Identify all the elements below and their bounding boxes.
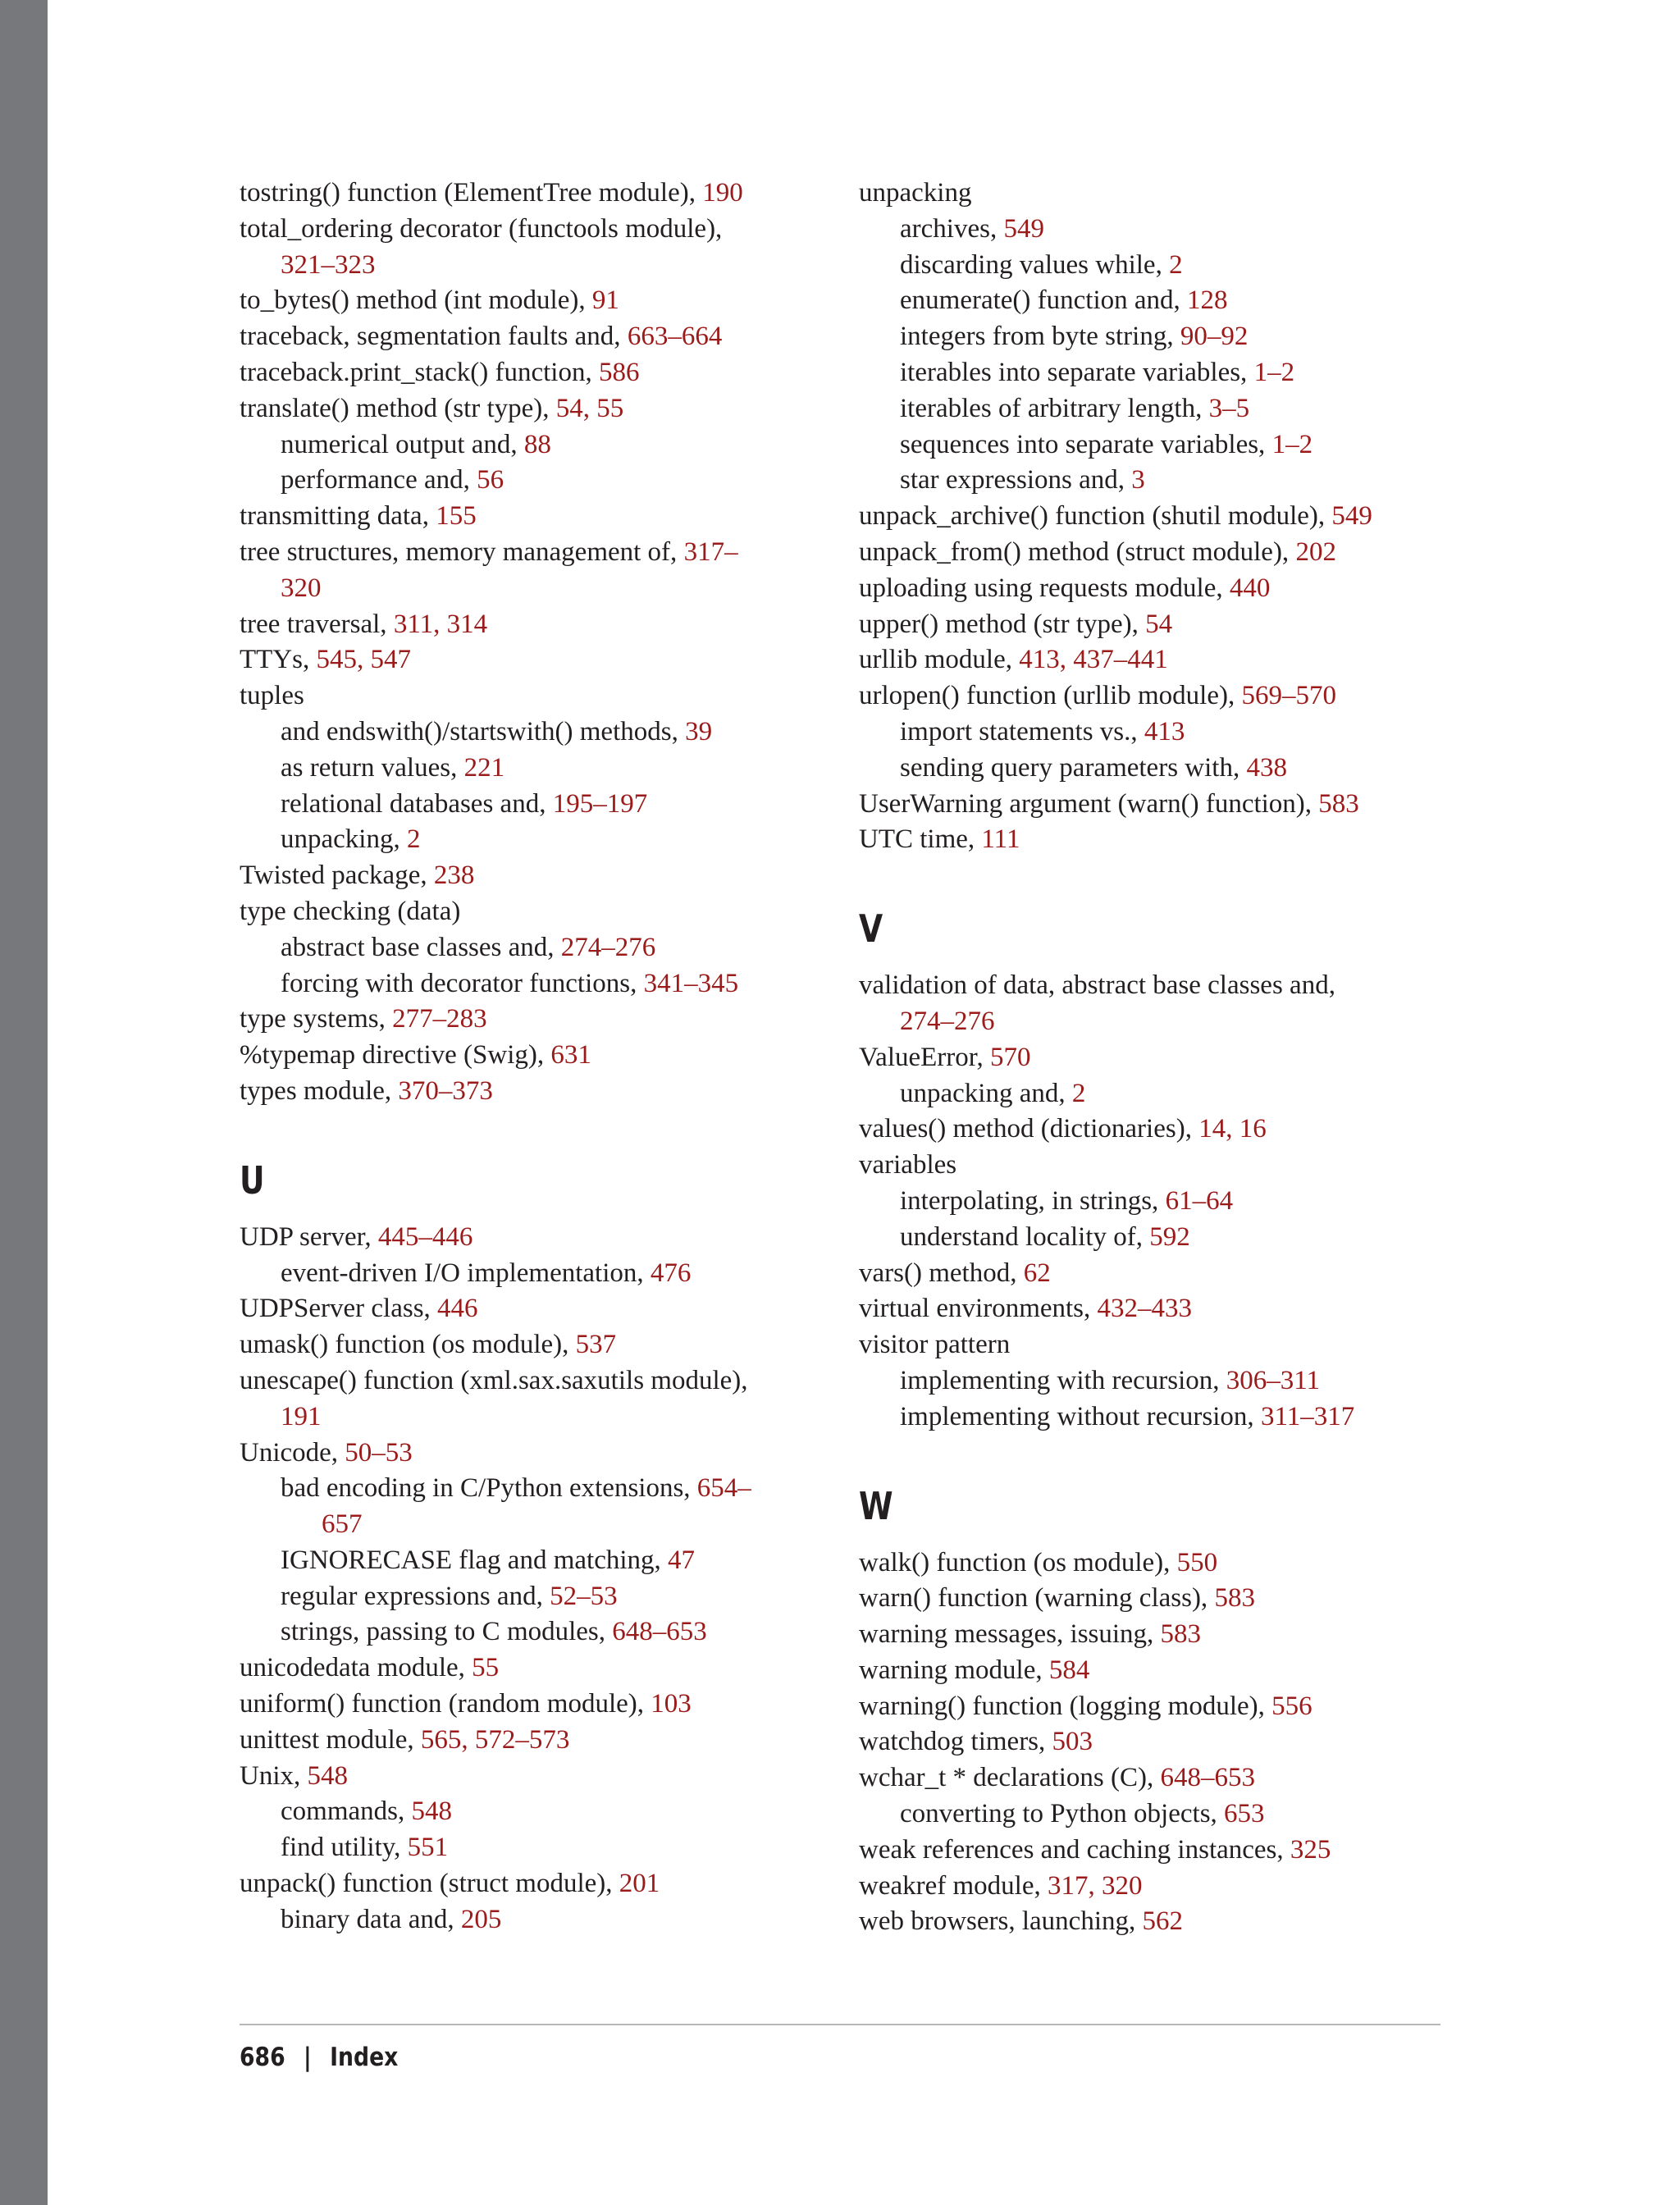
page-reference-link[interactable]: 583 bbox=[1160, 1619, 1202, 1650]
index-term: discarding values while, bbox=[900, 249, 1170, 280]
index-term: unpack_from() method (struct module), bbox=[859, 536, 1296, 567]
index-entry bbox=[859, 499, 1449, 535]
page-reference-link[interactable]: 583 bbox=[1214, 1583, 1255, 1614]
index-entry bbox=[240, 535, 830, 571]
page-reference-link[interactable]: 2 bbox=[406, 824, 421, 855]
page-reference-link[interactable]: 54 bbox=[1145, 609, 1173, 639]
index-term: traceback.print_stack() function, bbox=[240, 357, 599, 387]
index-subentry bbox=[240, 1830, 830, 1866]
section-title: Index bbox=[330, 2043, 399, 2072]
index-term: tostring() function (ElementTree module), bbox=[240, 178, 703, 208]
index-letter-heading: U bbox=[240, 1157, 265, 1203]
index-term: import statements vs., bbox=[900, 716, 1144, 746]
index-term: event-driven I/O implementation, bbox=[281, 1258, 651, 1288]
index-term: types module, bbox=[240, 1075, 399, 1106]
index-term: traceback, segmentation faults and, bbox=[240, 322, 628, 352]
index-subentry bbox=[859, 212, 1449, 248]
page-reference-link[interactable]: 317– bbox=[683, 536, 738, 567]
index-term: vars() method, bbox=[859, 1258, 1024, 1288]
index-term: iterables into separate variables, bbox=[900, 357, 1254, 387]
index-term: archives, bbox=[900, 213, 1004, 244]
index-term: iterables of arbitrary length, bbox=[900, 393, 1209, 423]
page-reference-link[interactable]: 654– bbox=[696, 1473, 751, 1504]
page-reference-link[interactable]: 657 bbox=[322, 1509, 363, 1540]
index-term: sending query parameters with, bbox=[900, 752, 1247, 783]
page-reference-link[interactable]: 2 bbox=[1071, 1078, 1086, 1108]
index-entry bbox=[859, 571, 1449, 607]
page-reference-link[interactable]: 47 bbox=[668, 1545, 696, 1575]
index-subentry bbox=[240, 1902, 830, 1938]
page-reference-link[interactable]: 592 bbox=[1149, 1221, 1190, 1252]
index-term: type systems, bbox=[240, 1004, 393, 1034]
index-entry bbox=[859, 176, 1449, 212]
page-reference-link[interactable]: 111 bbox=[981, 824, 1020, 855]
index-term: tree structures, memory management of, bbox=[240, 536, 684, 567]
page-reference-link[interactable]: 565, 572–573 bbox=[420, 1724, 570, 1755]
index-subentry bbox=[859, 283, 1449, 319]
index-entry bbox=[859, 1112, 1449, 1148]
page-reference-link[interactable]: 190 bbox=[702, 178, 743, 208]
index-subentry bbox=[859, 463, 1449, 499]
index-term: upper() method (str type), bbox=[859, 609, 1146, 639]
index-entry bbox=[240, 1687, 830, 1723]
index-term: converting to Python objects, bbox=[900, 1799, 1225, 1829]
index-subentry bbox=[859, 319, 1449, 355]
index-subentry bbox=[859, 1363, 1449, 1399]
page-reference-link[interactable]: 1–2 bbox=[1253, 357, 1295, 387]
index-term: unescape() function (xml.sax.saxutils module), bbox=[240, 1365, 748, 1395]
index-entry bbox=[859, 1148, 1449, 1184]
page-reference-link[interactable]: 91 bbox=[591, 285, 619, 316]
index-subentry bbox=[859, 427, 1449, 463]
index-entry bbox=[240, 1723, 830, 1759]
index-term: tree traversal, bbox=[240, 609, 394, 639]
index-term: interpolating, in strings, bbox=[900, 1185, 1166, 1216]
index-term: Unicode, bbox=[240, 1437, 345, 1468]
page-reference-link[interactable]: 1–2 bbox=[1271, 429, 1313, 459]
index-entry bbox=[859, 607, 1449, 643]
page-reference-link[interactable]: 221 bbox=[463, 752, 505, 783]
page-reference-link[interactable]: 39 bbox=[685, 716, 713, 746]
index-term: bad encoding in C/Python extensions, bbox=[281, 1473, 697, 1504]
index-entry bbox=[859, 1040, 1449, 1076]
index-term: warn() function (warning class), bbox=[859, 1583, 1215, 1614]
index-term: numerical output and, bbox=[281, 429, 524, 459]
page-reference-link[interactable]: 438 bbox=[1246, 752, 1287, 783]
index-term: %typemap directive (Swig), bbox=[240, 1040, 551, 1071]
index-entry bbox=[859, 1291, 1449, 1327]
index-term: regular expressions and, bbox=[281, 1581, 550, 1611]
index-subentry bbox=[859, 751, 1449, 787]
index-term: UDP server, bbox=[240, 1221, 378, 1252]
index-entry bbox=[859, 678, 1449, 714]
index-term: unittest module, bbox=[240, 1724, 421, 1755]
index-term: values() method (dictionaries), bbox=[859, 1114, 1199, 1144]
index-term: wchar_t * declarations (C), bbox=[859, 1763, 1161, 1793]
index-subentry bbox=[240, 1579, 830, 1615]
page-reference-link[interactable]: 432–433 bbox=[1097, 1294, 1193, 1324]
index-entry bbox=[240, 1363, 830, 1399]
index-entry bbox=[240, 1291, 830, 1327]
index-entry bbox=[240, 283, 830, 319]
page-reference-link[interactable]: 445–446 bbox=[377, 1221, 473, 1252]
page-reference-link[interactable]: 583 bbox=[1318, 788, 1359, 819]
index-subentry bbox=[240, 1794, 830, 1830]
index-letter-heading: W bbox=[859, 1483, 893, 1528]
index-term: unpack() function (struct module), bbox=[240, 1869, 619, 1899]
page-reference-link[interactable]: 14, 16 bbox=[1198, 1114, 1267, 1144]
index-term: relational databases and, bbox=[281, 788, 553, 819]
footer-separator: | bbox=[304, 2043, 312, 2072]
index-term: IGNORECASE flag and matching, bbox=[281, 1545, 669, 1575]
index-term: strings, passing to C modules, bbox=[281, 1617, 613, 1647]
index-entry bbox=[240, 1436, 830, 1472]
index-entry bbox=[240, 1074, 830, 1110]
index-subentry bbox=[240, 714, 830, 751]
index-subentry bbox=[240, 966, 830, 1002]
footer-rule bbox=[240, 2024, 1440, 2025]
index-term: abstract base classes and, bbox=[281, 932, 561, 962]
page-reference-link[interactable]: 321–323 bbox=[281, 249, 376, 280]
index-term: implementing with recursion, bbox=[900, 1365, 1226, 1395]
index-subentry bbox=[240, 751, 830, 787]
index-term: warning() function (logging module), bbox=[859, 1691, 1272, 1721]
index-entry bbox=[859, 1617, 1449, 1653]
index-term: UDPServer class, bbox=[240, 1294, 438, 1324]
index-term: implementing without recursion, bbox=[900, 1401, 1261, 1431]
index-term: performance and, bbox=[281, 465, 477, 495]
index-entry bbox=[240, 176, 830, 212]
index-subentry bbox=[240, 1256, 830, 1292]
index-entry bbox=[859, 1833, 1449, 1869]
index-entry bbox=[240, 1327, 830, 1363]
page-reference-link[interactable]: 128 bbox=[1187, 285, 1228, 316]
index-entry bbox=[240, 894, 830, 930]
index-entry bbox=[240, 499, 830, 535]
page-reference-link[interactable]: 341–345 bbox=[643, 968, 739, 998]
page-reference-link[interactable]: 648–653 bbox=[612, 1617, 707, 1647]
index-term: as return values, bbox=[281, 752, 464, 783]
index-term: UTC time, bbox=[859, 824, 982, 855]
page-reference-link[interactable]: 320 bbox=[281, 573, 322, 603]
page-reference-link[interactable]: 277–283 bbox=[392, 1004, 487, 1034]
page-reference-link[interactable]: 202 bbox=[1295, 536, 1336, 567]
page-reference-link[interactable]: 503 bbox=[1052, 1727, 1093, 1757]
index-term: star expressions and, bbox=[900, 465, 1132, 495]
page-reference-link[interactable]: 653 bbox=[1224, 1799, 1265, 1829]
page-reference-link[interactable]: 55 bbox=[472, 1653, 500, 1683]
index-subentry bbox=[240, 1507, 830, 1543]
index-term: to_bytes() method (int module), bbox=[240, 285, 592, 316]
page-edge-bar bbox=[0, 0, 48, 2205]
index-entry bbox=[859, 1760, 1449, 1796]
index-subentry bbox=[240, 822, 830, 858]
index-entry bbox=[859, 1869, 1449, 1905]
page-reference-link[interactable]: 570 bbox=[989, 1042, 1031, 1072]
index-term: warning messages, issuing, bbox=[859, 1619, 1161, 1650]
index-subentry bbox=[240, 930, 830, 966]
page-reference-link[interactable]: 440 bbox=[1229, 573, 1271, 603]
page-reference-link[interactable]: 311–317 bbox=[1260, 1401, 1355, 1431]
page-reference-link[interactable]: 274–276 bbox=[900, 1006, 995, 1036]
index-term: sequences into separate variables, bbox=[900, 429, 1272, 459]
index-term: tuples bbox=[240, 681, 304, 711]
page-reference-link[interactable]: 548 bbox=[411, 1796, 452, 1827]
page-reference-link[interactable]: 56 bbox=[477, 465, 504, 495]
index-entry bbox=[240, 1220, 830, 1256]
page-reference-link[interactable]: 325 bbox=[1290, 1834, 1331, 1865]
index-term: UserWarning argument (warn() function), bbox=[859, 788, 1319, 819]
page-reference-link[interactable]: 50–53 bbox=[345, 1437, 413, 1468]
index-term: type checking (data) bbox=[240, 896, 461, 926]
index-entry bbox=[859, 1581, 1449, 1617]
index-subentry bbox=[859, 1796, 1449, 1833]
index-term: enumerate() function and, bbox=[900, 285, 1188, 316]
page-reference-link[interactable]: 90–92 bbox=[1180, 322, 1249, 352]
index-term: walk() function (os module), bbox=[859, 1547, 1177, 1577]
index-term: weakref module, bbox=[859, 1870, 1048, 1901]
page-reference-link[interactable]: 61–64 bbox=[1165, 1185, 1234, 1216]
page-reference-link[interactable]: 370–373 bbox=[398, 1075, 493, 1106]
index-subentry bbox=[240, 463, 830, 499]
index-term: Unix, bbox=[240, 1760, 308, 1791]
index-entry bbox=[240, 355, 830, 391]
index-entry bbox=[240, 642, 830, 678]
index-entry bbox=[240, 1038, 830, 1074]
index-column-left bbox=[240, 176, 830, 1938]
page-reference-link[interactable]: 191 bbox=[281, 1401, 322, 1431]
index-subentry bbox=[859, 1076, 1449, 1112]
index-term: unpacking bbox=[859, 178, 972, 208]
index-entry bbox=[859, 642, 1449, 678]
index-term: umask() function (os module), bbox=[240, 1330, 576, 1360]
index-subentry bbox=[240, 248, 830, 284]
index-entry bbox=[240, 391, 830, 427]
index-entry bbox=[859, 822, 1449, 858]
index-subentry bbox=[240, 1543, 830, 1579]
index-term: uploading using requests module, bbox=[859, 573, 1230, 603]
index-subentry bbox=[240, 1399, 830, 1436]
page-reference-link[interactable]: 155 bbox=[436, 501, 477, 532]
page-reference-link[interactable]: 551 bbox=[407, 1833, 449, 1863]
index-term: find utility, bbox=[281, 1833, 408, 1863]
page-reference-link[interactable]: 446 bbox=[437, 1294, 478, 1324]
index-subentry bbox=[859, 1399, 1449, 1436]
page-reference-link[interactable]: 201 bbox=[619, 1869, 660, 1899]
index-entry bbox=[240, 1002, 830, 1038]
page-reference-link[interactable]: 631 bbox=[550, 1040, 591, 1071]
index-entry bbox=[240, 319, 830, 355]
index-term: variables bbox=[859, 1150, 957, 1180]
index-term: urllib module, bbox=[859, 645, 1020, 675]
index-subentry bbox=[859, 1004, 1449, 1040]
page-number: 686 bbox=[240, 2043, 285, 2072]
page-reference-link[interactable]: 274–276 bbox=[560, 932, 656, 962]
index-subentry bbox=[240, 427, 830, 463]
page-reference-link[interactable]: 413 bbox=[1144, 716, 1185, 746]
page-reference-link[interactable]: 103 bbox=[651, 1689, 692, 1719]
page-reference-link[interactable]: 556 bbox=[1271, 1691, 1312, 1721]
index-term: ValueError, bbox=[859, 1042, 990, 1072]
index-term: forcing with decorator functions, bbox=[281, 968, 644, 998]
index-subentry bbox=[859, 355, 1449, 391]
index-subentry bbox=[240, 571, 830, 607]
page-reference-link[interactable]: 3 bbox=[1131, 465, 1145, 495]
index-term: web browsers, launching, bbox=[859, 1906, 1143, 1937]
index-term: unpacking and, bbox=[900, 1078, 1072, 1108]
index-entry bbox=[859, 1653, 1449, 1689]
index-subentry bbox=[240, 1614, 830, 1650]
index-subentry bbox=[859, 714, 1449, 751]
index-term: warning module, bbox=[859, 1655, 1049, 1685]
index-entry bbox=[240, 1650, 830, 1687]
index-term: unicodedata module, bbox=[240, 1653, 472, 1683]
page-reference-link[interactable]: 562 bbox=[1142, 1906, 1184, 1937]
index-entry bbox=[240, 1759, 830, 1795]
index-subentry bbox=[859, 391, 1449, 427]
page-reference-link[interactable]: 54, 55 bbox=[555, 393, 624, 423]
index-entry bbox=[859, 1689, 1449, 1725]
page-reference-link[interactable]: 663–664 bbox=[627, 322, 723, 352]
index-subentry bbox=[859, 248, 1449, 284]
page-footer bbox=[240, 2043, 398, 2072]
page-reference-link[interactable]: 52–53 bbox=[550, 1581, 618, 1611]
index-term: total_ordering decorator (functools module), bbox=[240, 213, 723, 244]
page-reference-link[interactable]: 317, 320 bbox=[1048, 1870, 1143, 1901]
page-reference-link[interactable]: 550 bbox=[1176, 1547, 1218, 1577]
index-term: weak references and caching instances, bbox=[859, 1834, 1290, 1865]
index-term: virtual environments, bbox=[859, 1294, 1098, 1324]
page-reference-link[interactable]: 311, 314 bbox=[393, 609, 488, 639]
page-reference-link[interactable]: 584 bbox=[1048, 1655, 1090, 1685]
page-reference-link[interactable]: 545, 547 bbox=[316, 645, 411, 675]
page-reference-link[interactable]: 205 bbox=[460, 1904, 502, 1934]
page-reference-link[interactable]: 476 bbox=[650, 1258, 692, 1288]
index-term: urlopen() function (urllib module), bbox=[859, 681, 1242, 711]
index-term: TTYs, bbox=[240, 645, 317, 675]
index-term: watchdog timers, bbox=[859, 1727, 1052, 1757]
index-term: Twisted package, bbox=[240, 861, 434, 891]
index-subentry bbox=[240, 1471, 830, 1507]
index-entry bbox=[859, 1327, 1449, 1363]
index-entry bbox=[859, 1724, 1449, 1760]
page-reference-link[interactable]: 586 bbox=[598, 357, 640, 387]
index-term: translate() method (str type), bbox=[240, 393, 556, 423]
index-entry bbox=[240, 212, 830, 248]
index-column-right bbox=[859, 176, 1449, 1940]
index-entry bbox=[240, 858, 830, 894]
page-reference-link[interactable]: 306–311 bbox=[1226, 1365, 1321, 1395]
index-term: and endswith()/startswith() methods, bbox=[281, 716, 686, 746]
index-term: integers from byte string, bbox=[900, 322, 1180, 352]
index-entry bbox=[240, 607, 830, 643]
index-letter-heading: V bbox=[859, 906, 883, 952]
index-subentry bbox=[859, 1220, 1449, 1256]
page-reference-link[interactable]: 569–570 bbox=[1241, 681, 1336, 711]
page-reference-link[interactable]: 195–197 bbox=[552, 788, 648, 819]
index-entry bbox=[240, 678, 830, 714]
index-entry bbox=[859, 1256, 1449, 1292]
index-term: transmitting data, bbox=[240, 501, 436, 532]
index-term: commands, bbox=[281, 1796, 412, 1827]
page-reference-link[interactable]: 537 bbox=[575, 1330, 617, 1360]
index-subentry bbox=[240, 787, 830, 823]
index-term: validation of data, abstract base classes and, bbox=[859, 970, 1335, 1001]
index-term: uniform() function (random module), bbox=[240, 1689, 651, 1719]
page-reference-link[interactable]: 549 bbox=[1331, 501, 1372, 532]
index-entry bbox=[859, 1545, 1449, 1582]
page-reference-link[interactable]: 648–653 bbox=[1160, 1763, 1255, 1793]
index-term: unpacking, bbox=[281, 824, 407, 855]
index-term: unpack_archive() function (shutil module), bbox=[859, 501, 1332, 532]
page-reference-link[interactable]: 548 bbox=[307, 1760, 348, 1791]
index-entry bbox=[859, 968, 1449, 1004]
index-term: understand locality of, bbox=[900, 1221, 1150, 1252]
page-reference-link[interactable]: 62 bbox=[1023, 1258, 1051, 1288]
page-reference-link[interactable]: 413, 437–441 bbox=[1019, 645, 1168, 675]
page-reference-link[interactable]: 2 bbox=[1169, 249, 1183, 280]
index-entry bbox=[859, 1904, 1449, 1940]
page-reference-link[interactable]: 238 bbox=[433, 861, 475, 891]
page-reference-link[interactable]: 549 bbox=[1003, 213, 1044, 244]
index-entry bbox=[859, 535, 1449, 571]
page-reference-link[interactable]: 88 bbox=[523, 429, 551, 459]
page-reference-link[interactable]: 3–5 bbox=[1208, 393, 1250, 423]
index-entry bbox=[859, 787, 1449, 823]
index-entry bbox=[240, 1866, 830, 1902]
index-term: binary data and, bbox=[281, 1904, 461, 1934]
index-subentry bbox=[859, 1184, 1449, 1220]
index-term: visitor pattern bbox=[859, 1330, 1011, 1360]
